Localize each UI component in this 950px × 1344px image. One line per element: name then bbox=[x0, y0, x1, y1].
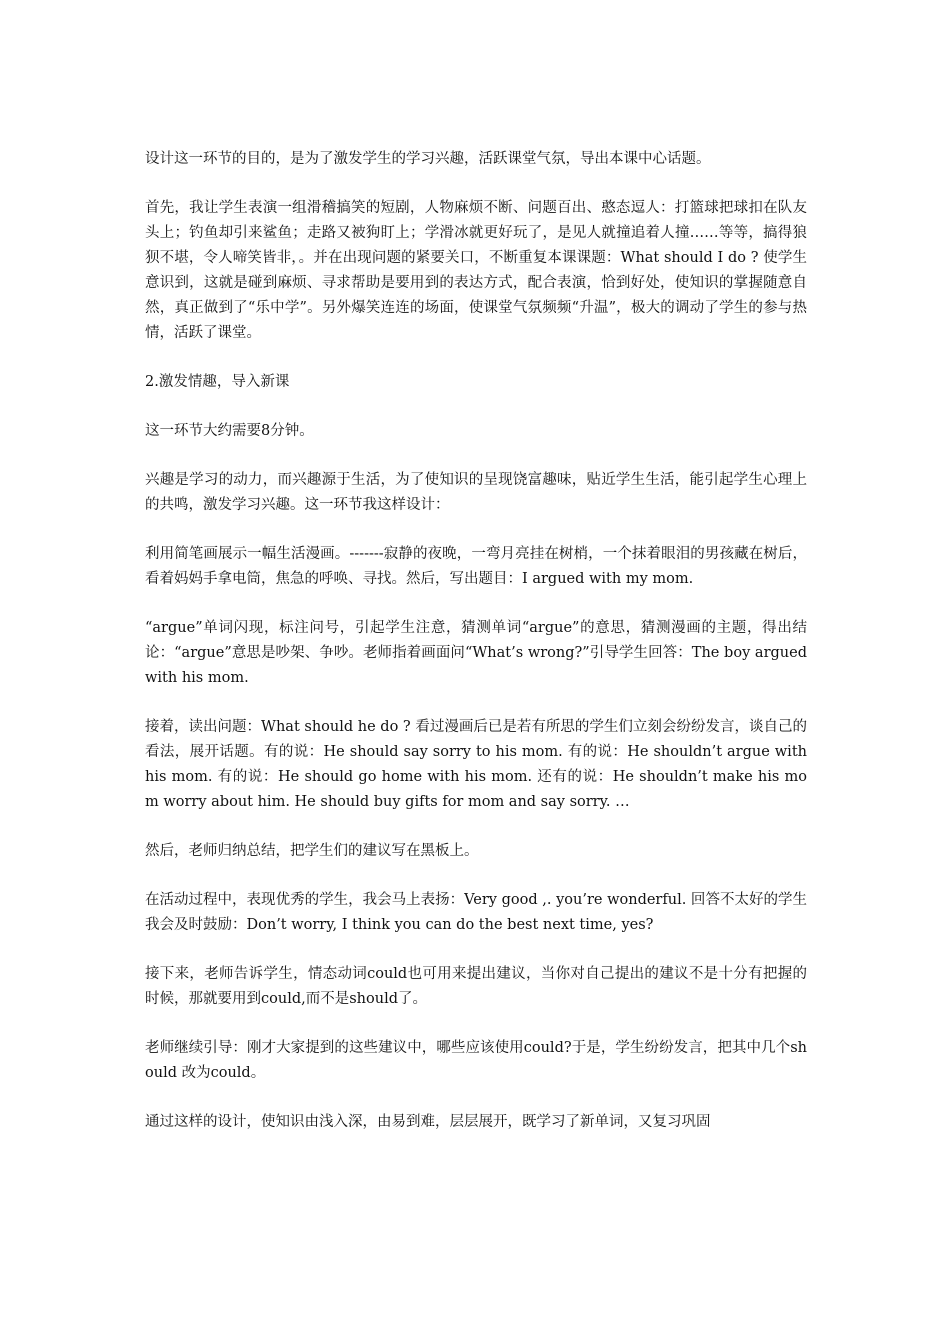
paragraph-argue-word: “argue”单词闪现，标注问号，引起学生注意，猜测单词“argue”的意思，猜测漫画的主题，得出结论：“argue”意思是吵架、争吵。老师指着画面问“What’s wrong?”引导学生回答：The boy argued with his mom. bbox=[145, 620, 807, 686]
paragraph-teacher-guidance: 老师继续引导：刚才大家提到的这些建议中，哪些应该使用could?于是，学生纷纷发言，把其中几个should 改为could。 bbox=[145, 1040, 807, 1081]
paragraph-praise-encourage: 在活动过程中，表现优秀的学生，我会马上表扬：Very good ,. you’re wonderful. 回答不太好的学生我会及时鼓励：Don’t worry, I think you can do the best next time, yes? bbox=[145, 892, 807, 933]
paragraph-design-conclusion: 通过这样的设计，使知识由浅入深，由易到难，层层展开，既学习了新单词，又复习巩固 bbox=[145, 1114, 711, 1130]
paragraph-time-estimate: 这一环节大约需要8分钟。 bbox=[145, 423, 314, 439]
paragraph-skit-performance: 首先，我让学生表演一组滑稽搞笑的短剧，人物麻烦不断、问题百出、憨态逗人：打篮球把球扣在队友头上；钓鱼却引来鲨鱼；走路又被狗盯上；学滑冰就更好玩了，是见人就撞追着人撞……等等，搞得狼狈不堪，令人啼笑皆非，。并在出现问题的紧要关口，不断重复本课课题：What should I do ? 使学生意识到，这就是碰到麻烦、寻求帮助是要用到的表达方式，配合表演，恰到好处，使知识的掌握随意自然，真正做到了“乐中学”。另外爆笑连连的场面，使课堂气氛频频“升温”，极大的调动了学生的参与热情，活跃了课堂。 bbox=[145, 200, 807, 341]
paragraph-interest-motivation: 兴趣是学习的动力，而兴趣源于生活，为了使知识的呈现饶富趣味，贴近学生生活，能引起学生心理上的共鸣，激发学习兴趣。这一环节我这样设计： bbox=[145, 472, 807, 513]
paragraph-modal-could: 接下来，老师告诉学生，情态动词could也可用来提出建议，当你对自己提出的建议不是十分有把握的时候，那就要用到could,而不是should了。 bbox=[145, 966, 807, 1007]
paragraph-teacher-summary: 然后，老师归纳总结，把学生们的建议写在黑板上。 bbox=[145, 843, 479, 859]
paragraph-cartoon-display: 利用简笔画展示一幅生活漫画。-------寂静的夜晚，一弯月亮挂在树梢，一个抹着眼泪的男孩藏在树后，看着妈妈手拿电筒，焦急的呼唤、寻找。然后，写出题目：I argued with my mom. bbox=[145, 546, 807, 587]
paragraph-design-purpose: 设计这一环节的目的，是为了激发学生的学习兴趣，活跃课堂气氛，导出本课中心话题。 bbox=[145, 151, 711, 167]
document-body bbox=[145, 147, 807, 1159]
section-heading-arouse-interest: 2.激发情趣，导入新课 bbox=[145, 374, 290, 390]
paragraph-student-suggestions: 接着，读出问题：What should he do ? 看过漫画后已是若有所思的学生们立刻会纷纷发言，谈自己的看法，展开话题。有的说：He should say sorry to his mom. 有的说：He shouldn’t argue with his mom. 有的说：He should go home with his mom. 还有的说：He shouldn’t make his mom worry about him. He should buy gifts for mom and say sorry. … bbox=[145, 719, 807, 810]
